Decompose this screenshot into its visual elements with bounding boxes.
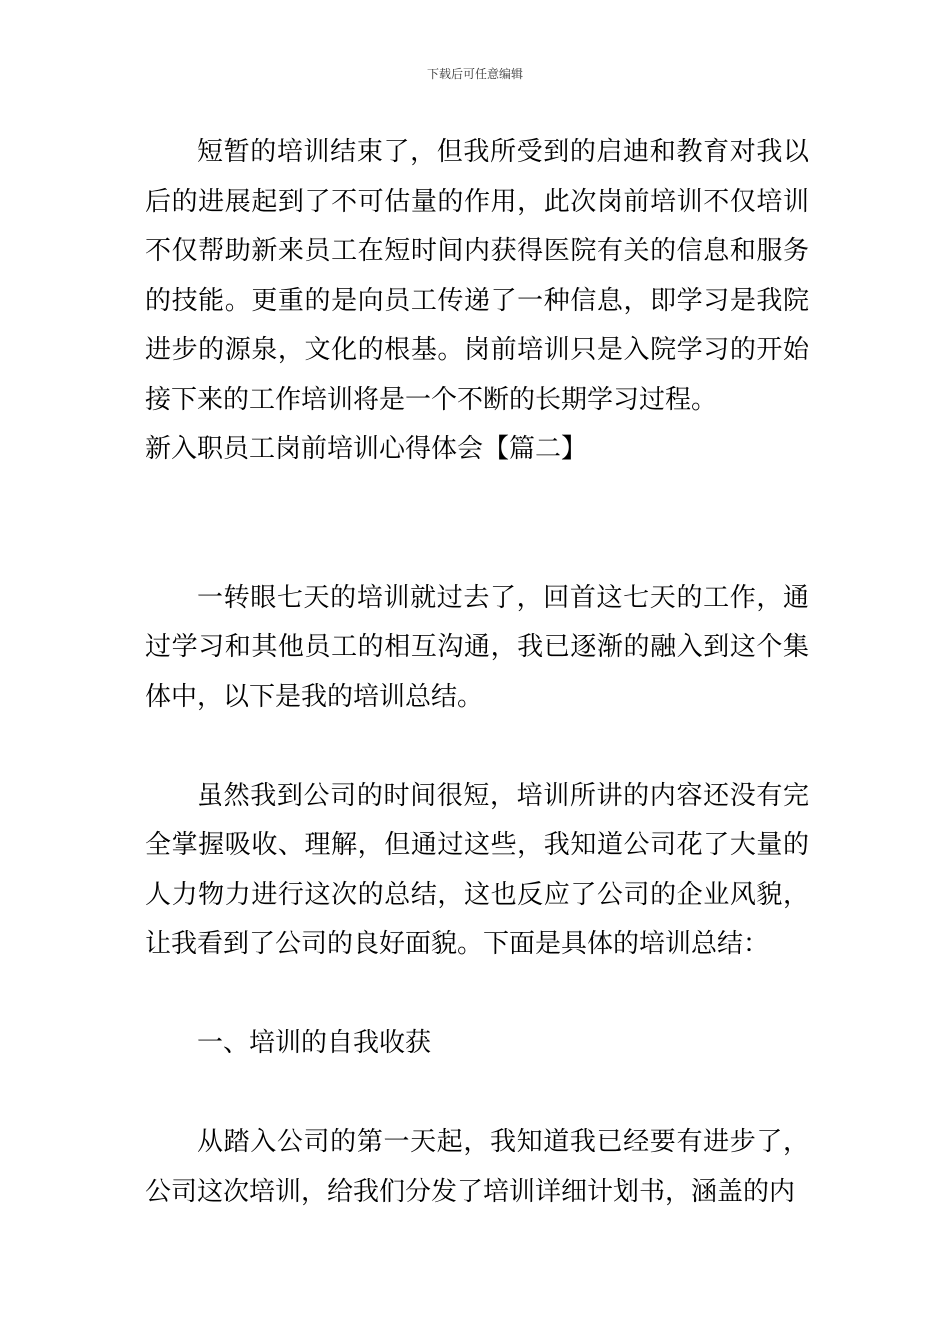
paragraph-company-short-time: 虽然我到公司的时间很短，培训所讲的内容还没有完全掌握吸收、理解，但通过这些，我知道公司花了大量的人力物力进行这次的总结，这也反应了公司的企业风貌，让我看到了公司的良好面貌。下面是具体的培训总结： xyxy=(145,780,809,959)
document-body xyxy=(145,128,809,1217)
blank-spacer xyxy=(145,970,809,1020)
blank-spacer xyxy=(145,1069,809,1119)
paragraph-first-day: 从踏入公司的第一天起，我知道我已经要有进步了，公司这次培训，给我们分发了培训详细计划书，涵盖的内 xyxy=(145,1127,809,1207)
paragraph-training-ended: 短暂的培训结束了，但我所受到的启迪和教育对我以后的进展起到了不可估量的作用，此次岗前培训不仅培训不仅帮助新来员工在短时间内获得医院有关的信息和服务的技能。更重的是向员工传递了一种信息，即学习是我院进步的源泉，文化的根基。岗前培训只是入院学习的开始接下来的工作培训将是一个不断的长期学习过程。 xyxy=(145,137,809,415)
blank-spacer xyxy=(145,722,809,772)
paragraph-seven-days: 一转眼七天的培训就过去了，回首这七天的工作，通过学习和其他员工的相互沟通，我已逐渐的融入到这个集体中，以下是我的培训总结。 xyxy=(145,582,809,712)
page-header: 下载后可任意编辑 xyxy=(426,67,523,81)
blank-spacer xyxy=(145,475,809,574)
section-title-part-two: 新入职员工岗前培训心得体会【篇二】 xyxy=(145,434,588,464)
subheading-self-gains: 一、培训的自我收获 xyxy=(197,1028,432,1058)
